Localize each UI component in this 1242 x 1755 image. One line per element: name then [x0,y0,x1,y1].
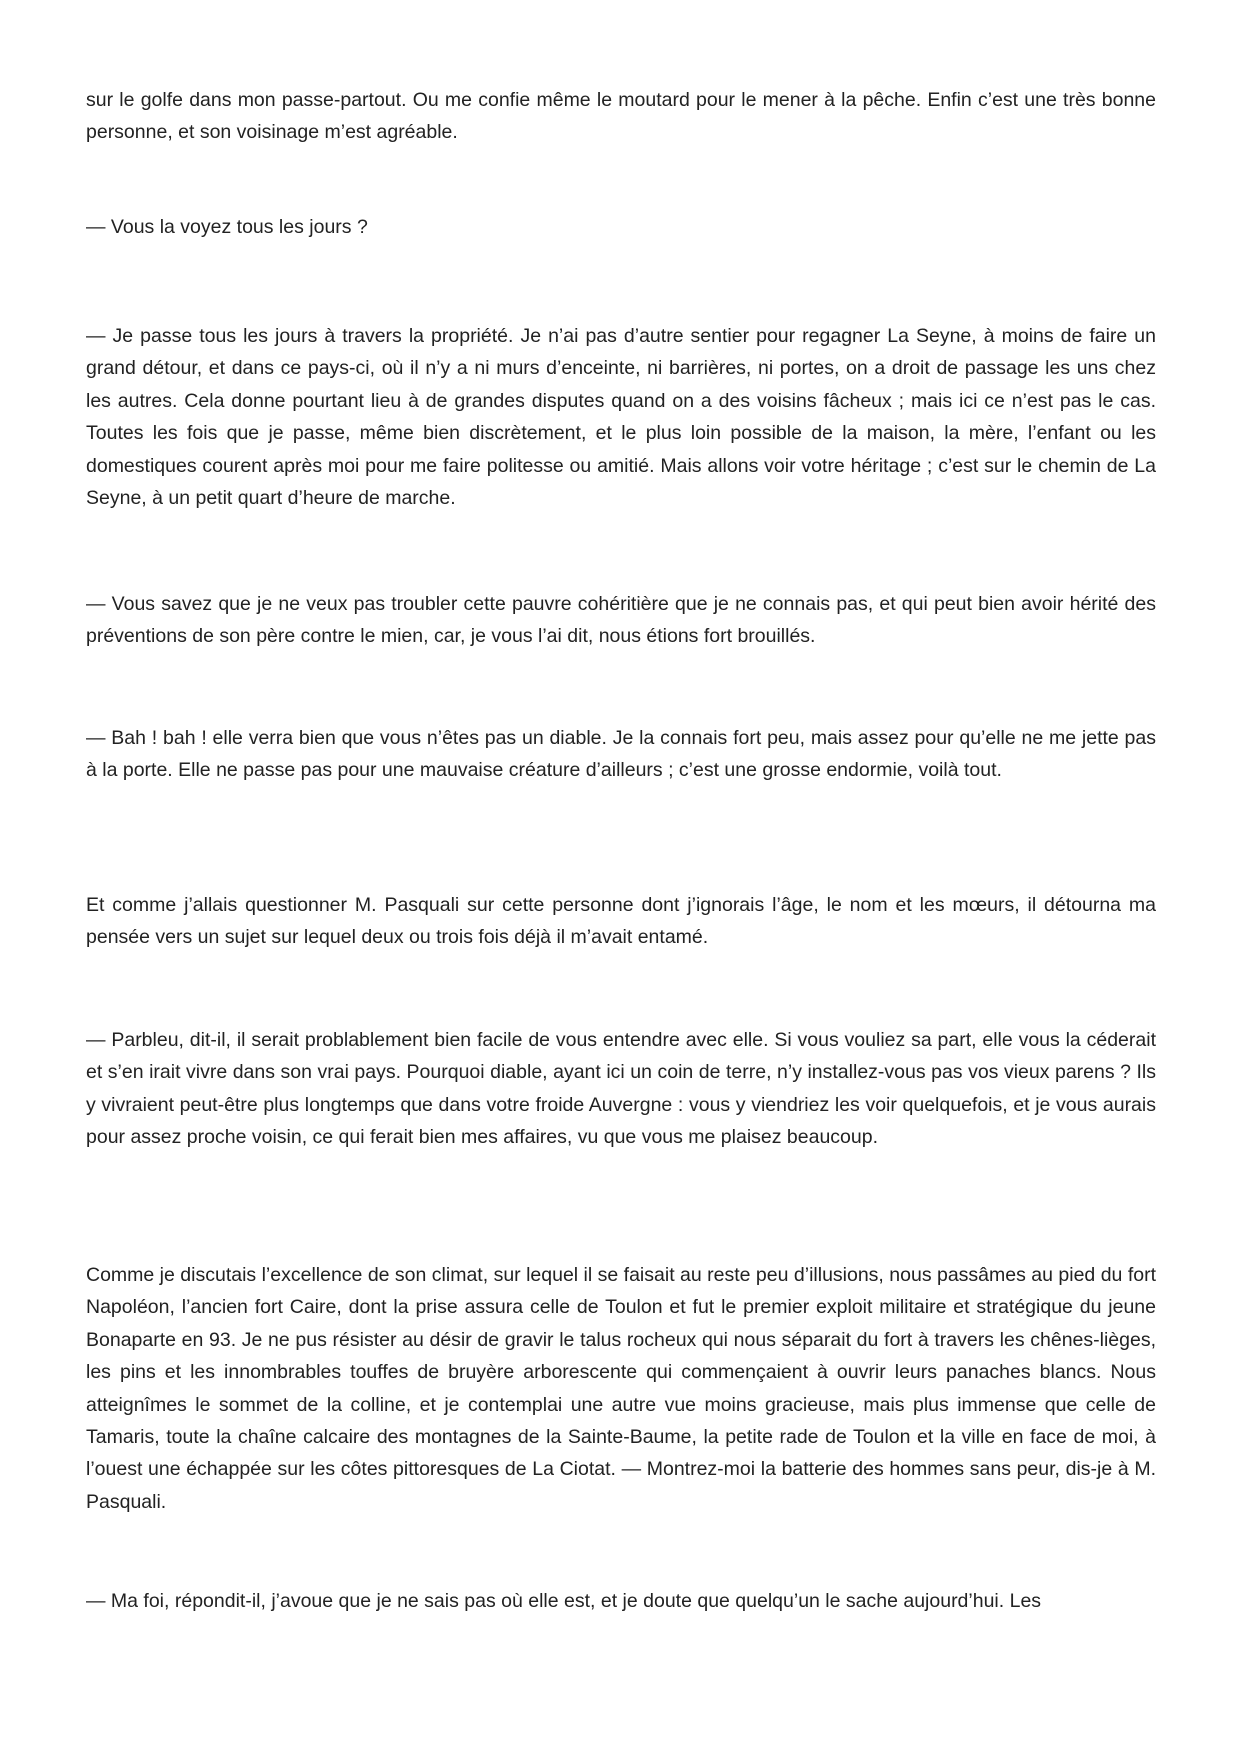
paragraph-7: — Parbleu, dit-il, il serait problablement bien facile de vous entendre avec elle. Si vous vouliez sa part, elle vous la céderait et s’en irait vivre dans son vrai pays. Pourquoi diable, ayant ici un coin de terre, n’y installez-vous pas vos vieux parens ? Ils y vivraient peut-être plus longtemps que dans votre froide Auvergne : vous y viendriez les voir quelquefois, et je vous aurais pour assez proche voisin, ce qui ferait bien mes affaires, vu que vous me plaisez beaucoup. [86,1029,1156,1149]
paragraph-8: Comme je discutais l’excellence de son climat, sur lequel il se faisait au reste peu d’illusions, nous passâmes au pied du fort Napoléon, l’ancien fort Caire, dont la prise assura celle de Toulon et fut le premier exploit militaire et stratégique du jeune Bonaparte en 93. Je ne pus résister au désir de gravir le talus rocheux qui nous séparait du fort à travers les chênes-lièges, les pins et les innombrables touffes de bruyère arborescente qui commençaient à ouvrir leurs panaches blancs. Nous atteignîmes le sommet de la colline, et je contemplai une autre vue moins gracieuse, mais plus immense que celle de Tamaris, toute la chaîne calcaire des montagnes de la Sainte-Baume, la petite rade de Toulon et la ville en face de moi, à l’ouest une échappée sur les côtes pittoresques de La Ciotat. — Montrez-moi la batterie des hommes sans peur, dis-je à M. Pasquali. [86,1264,1156,1513]
paragraph-6: Et comme j’allais questionner M. Pasquali sur cette personne dont j’ignorais l’âge, le nom et les mœurs, il détourna ma pensée vers un sujet sur lequel deux ou trois fois déjà il m’avait entamé. [86,894,1156,949]
paragraph-5: — Bah ! bah ! elle verra bien que vous n’êtes pas un diable. Je la connais fort peu, mais assez pour qu’elle ne me jette pas à la porte. Elle ne passe pas pour une mauvaise créature d’ailleurs ; c’est une grosse endormie, voilà tout. [86,727,1156,782]
paragraph-4: — Vous savez que je ne veux pas troubler cette pauvre cohéritière que je ne connais pas, et qui peut bien avoir hérité des préventions de son père contre le mien, car, je vous l’ai dit, nous étions fort brouillés. [86,593,1156,648]
paragraph-9: — Ma foi, répondit-il, j’avoue que je ne sais pas où elle est, et je doute que quelqu’un le sache aujourd’hui. Les [86,1590,1042,1612]
paragraph-3: — Je passe tous les jours à travers la propriété. Je n’ai pas d’autre sentier pour regagner La Seyne, à moins de faire un grand détour, et dans ce pays-ci, où il n’y a ni murs d’enceinte, ni barrières, ni portes, on a droit de passage les uns chez les autres. Cela donne pourtant lieu à de grandes disputes quand on a des voisins fâcheux ; mais ici ce n’est pas le cas. Toutes les fois que je passe, même bien discrètement, et le plus loin possible de la maison, la mère, l’enfant ou les domestiques courent après moi pour me faire politesse ou amitié. Mais allons voir votre héritage ; c’est sur le chemin de La Seyne, à un petit quart d’heure de marche. [86,325,1156,510]
paragraph-2: — Vous la voyez tous les jours ? [86,216,368,238]
paragraph-1: sur le golfe dans mon passe-partout. Ou me confie même le moutard pour le mener à la pêche. Enfin c’est une très bonne personne, et son voisinage m’est agréable. [86,89,1156,144]
